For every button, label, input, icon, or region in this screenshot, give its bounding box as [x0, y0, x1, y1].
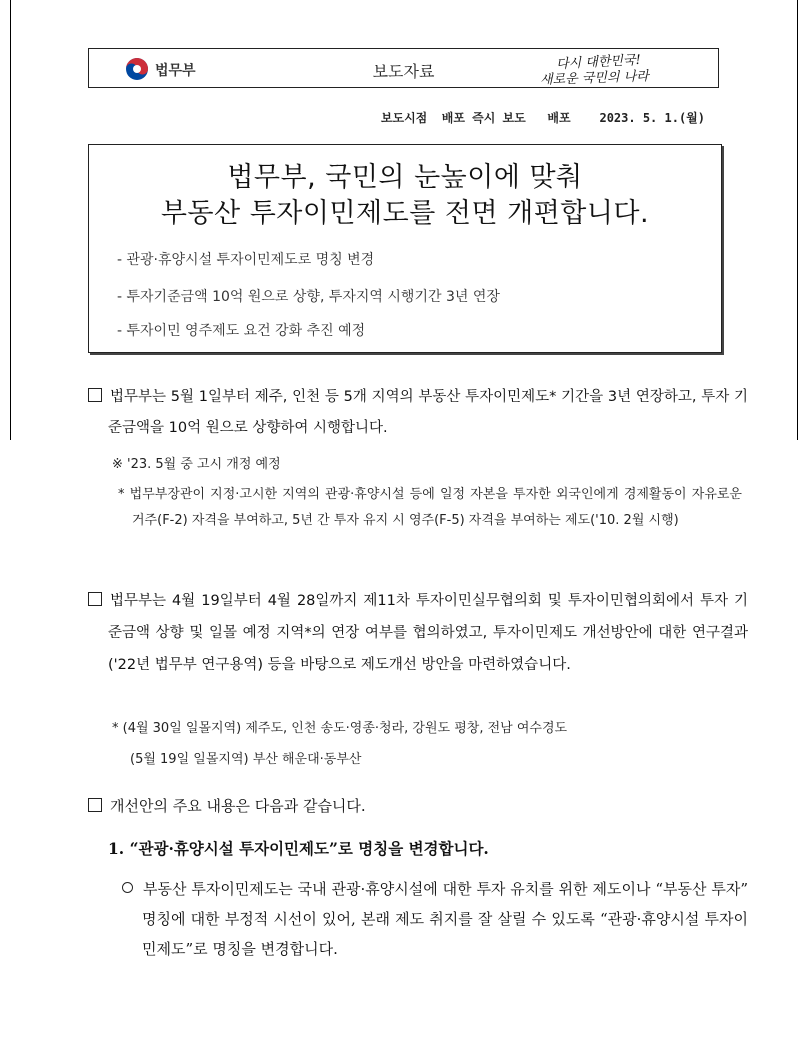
title-box: [88, 144, 722, 353]
title-line-1: 법무부, 국민의 눈높이에 맞춰: [227, 162, 583, 193]
title-line-2: 부동산 투자이민제도를 전면 개편합니다.: [160, 198, 650, 229]
page-edge-right: [797, 0, 798, 440]
page-edge-left: [10, 0, 11, 440]
slogan-line-2: 새로운 국민의 나라: [539, 69, 650, 88]
slogan-line-1: 다시 대한민국!: [555, 52, 642, 73]
paragraph-1-text: 법무부는 5월 1일부터 제주, 인천 등 5개 지역의 부동산 투자이민제도* 기간을 3년 연장하고, 투자 기준금액을 10억 원으로 상향하여 시행합니다.: [108, 389, 748, 436]
paragraph-3: [88, 791, 728, 822]
paragraph-2-text: 법무부는 4월 19일부터 4월 28일까지 제11차 투자이민실무협의회 및 투자이민협의회에서 투자 기준금액 상향 및 일몰 예정 지역*의 연장 여부를 협의하였고, 투자이민제도 개선방안에 대한 연구결과('22년 법무부 연구용역) 등을 바탕으로 제도개선 방안을 마련하였습니다.: [108, 593, 748, 673]
summary-item: - 관광·휴양시설 투자이민제도로 명칭 변경: [117, 252, 375, 268]
document-header: [88, 48, 719, 88]
summary-item: - 투자이민 영주제도 요건 강화 추진 예정: [117, 323, 366, 339]
note-1: ※ '23. 5월 중 고시 개정 예정: [112, 457, 281, 472]
ministry-name: 법무부: [155, 63, 196, 79]
paragraph-3-text: 개선안의 주요 내용은 다음과 같습니다.: [110, 797, 366, 815]
circle-bullet-icon: [122, 882, 133, 893]
note-3: * (4월 30일 일몰지역) 제주도, 인천 송도·영종·청라, 강원도 평창, 전남 여수경도: [112, 721, 568, 736]
paragraph-2: [88, 585, 748, 681]
section-heading-1: 1. “관광·휴양시설 투자이민제도”로 명칭을 변경합니다.: [108, 839, 489, 858]
paragraph-4-text: 부동산 투자이민제도는 국내 관광·휴양시설에 대한 투자 유치를 위한 제도이나 “부동산 투자” 명칭에 대한 부정적 시선이 있어, 본래 제도 취지를 잘 살릴 수 있도록 “관광·휴양시설 투자이민제도”로 명칭을 변경합니다.: [142, 880, 748, 958]
note-4: (5월 19일 일몰지역) 부산 해운대·동부산: [130, 752, 362, 767]
paragraph-1: [88, 382, 748, 444]
release-info: 보도시점 배포 즉시 보도 배포 2023. 5. 1.(월): [380, 111, 705, 125]
square-bullet-icon: [88, 798, 102, 812]
note-2: * 법무부장관이 지정·고시한 지역의 관광·휴양시설 등에 일정 자본을 투자한 외국인에게 경제활동이 자유로운 거주(F-2) 자격을 부여하고, 5년 간 투자 유지 시 영주(F-5) 자격을 부여하는 제도('10. 2월 시행): [118, 487, 742, 528]
paragraph-4: [122, 874, 748, 964]
square-bullet-icon: [88, 592, 102, 606]
slogan-handwriting: [534, 50, 694, 86]
summary-item: - 투자기준금액 10억 원으로 상향, 투자지역 시행기간 3년 연장: [117, 289, 500, 305]
document-type: 보도자료: [372, 62, 435, 81]
square-bullet-icon: [88, 388, 102, 402]
